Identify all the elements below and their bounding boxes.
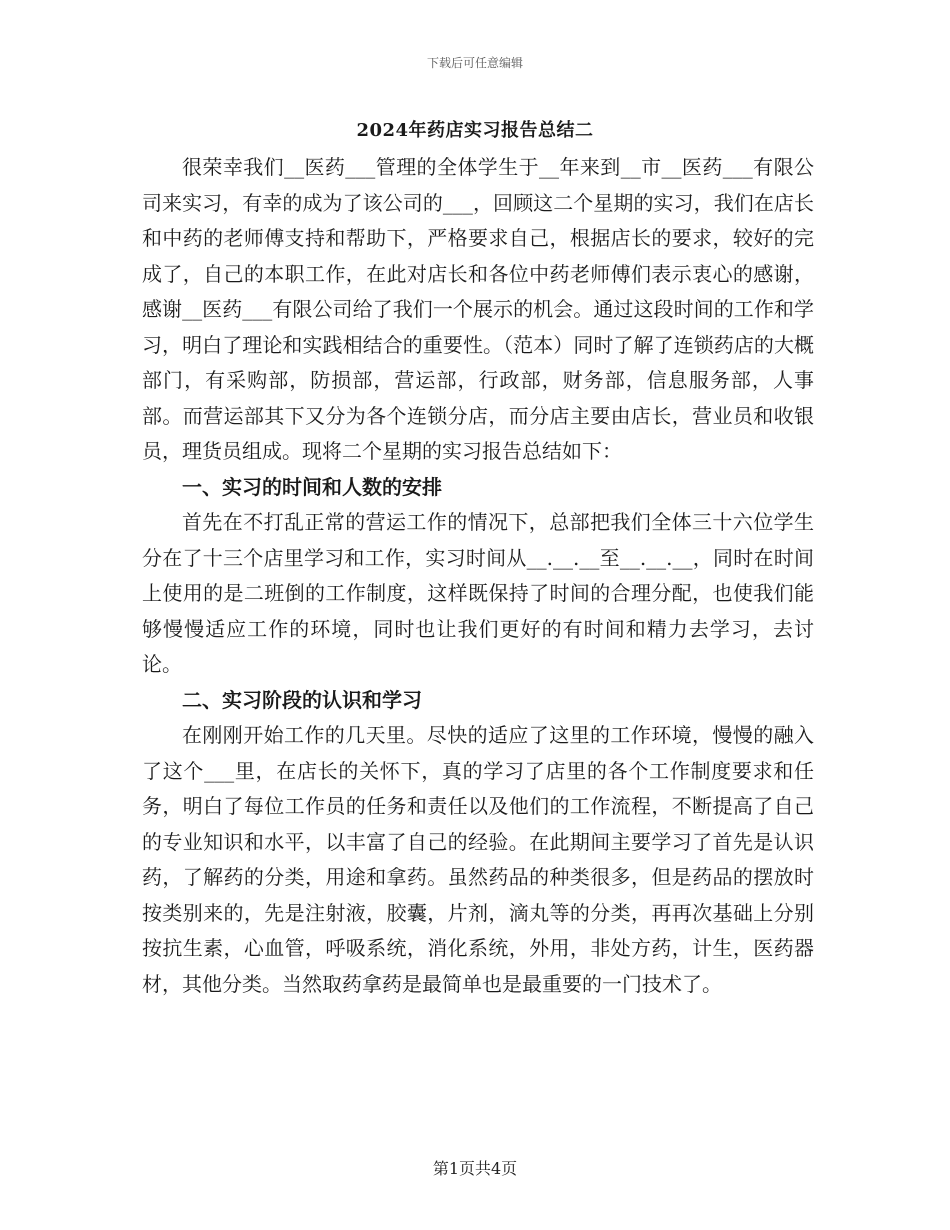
document-body — [142, 150, 814, 1002]
header-note: 下载后可任意编辑 — [426, 56, 523, 70]
section-paragraph-1: 首先在不打乱正常的营运工作的情况下，总部把我们全体三十六位学生分在了十三个店里学习和工作，实习时间从__.__.__至__.__.__，同时在时间上使用的是二班倒的工作制度，这样既保持了时间的合理分配，也使我们能够慢慢适应工作的环境，同时也让我们更好的有时间和精力去学习，去讨论。 — [142, 510, 814, 676]
intro-paragraph: 很荣幸我们__医药___管理的全体学生于__年来到__市__医药___有限公司来实习，有幸的成为了该公司的___，回顾这二个星期的实习，我们在店长和中药的老师傅支持和帮助下，严格要求自己，根据店长的要求，较好的完成了，自己的本职工作，在此对店长和各位中药老师傅们表示衷心的感谢，感谢__医药___有限公司给了我们一个展示的机会。通过这段时间的工作和学习，明白了理论和实践相结合的重要性。（范本）同时了解了连锁药店的大概部门，有采购部，防损部，营运部，行政部，财务部，信息服务部，人事部。而营运部其下又分为各个连锁分店，而分店主要由店长，营业员和收银员，理货员组成。现将二个星期的实习报告总结如下： — [142, 155, 814, 463]
section-heading-2: 二、实习阶段的认识和学习 — [182, 687, 422, 712]
section-paragraph-2: 在刚刚开始工作的几天里。尽快的适应了这里的工作环境，慢慢的融入了这个___里，在店长的关怀下，真的学习了店里的各个工作制度要求和任务，明白了每位工作员的任务和责任以及他们的工作流程，不断提高了自己的专业知识和水平，以丰富了自己的经验。在此期间主要学习了首先是认识药，了解药的分类，用途和拿药。虽然药品的种类很多，但是药品的摆放时按类别来的，先是注射液，胶囊，片剂，滴丸等的分类，再再次基础上分别按抗生素，心血管，呼吸系统，消化系统，外用，非处方药，计生，医药器材，其他分类。当然取药拿药是最简单也是最重要的一门技术了。 — [142, 723, 814, 996]
section-heading-1: 一、实习的时间和人数的安排 — [182, 474, 442, 499]
page-indicator: 第1页共4页 — [432, 1159, 518, 1178]
document-title: 2024年药店实习报告总结二 — [356, 120, 594, 141]
